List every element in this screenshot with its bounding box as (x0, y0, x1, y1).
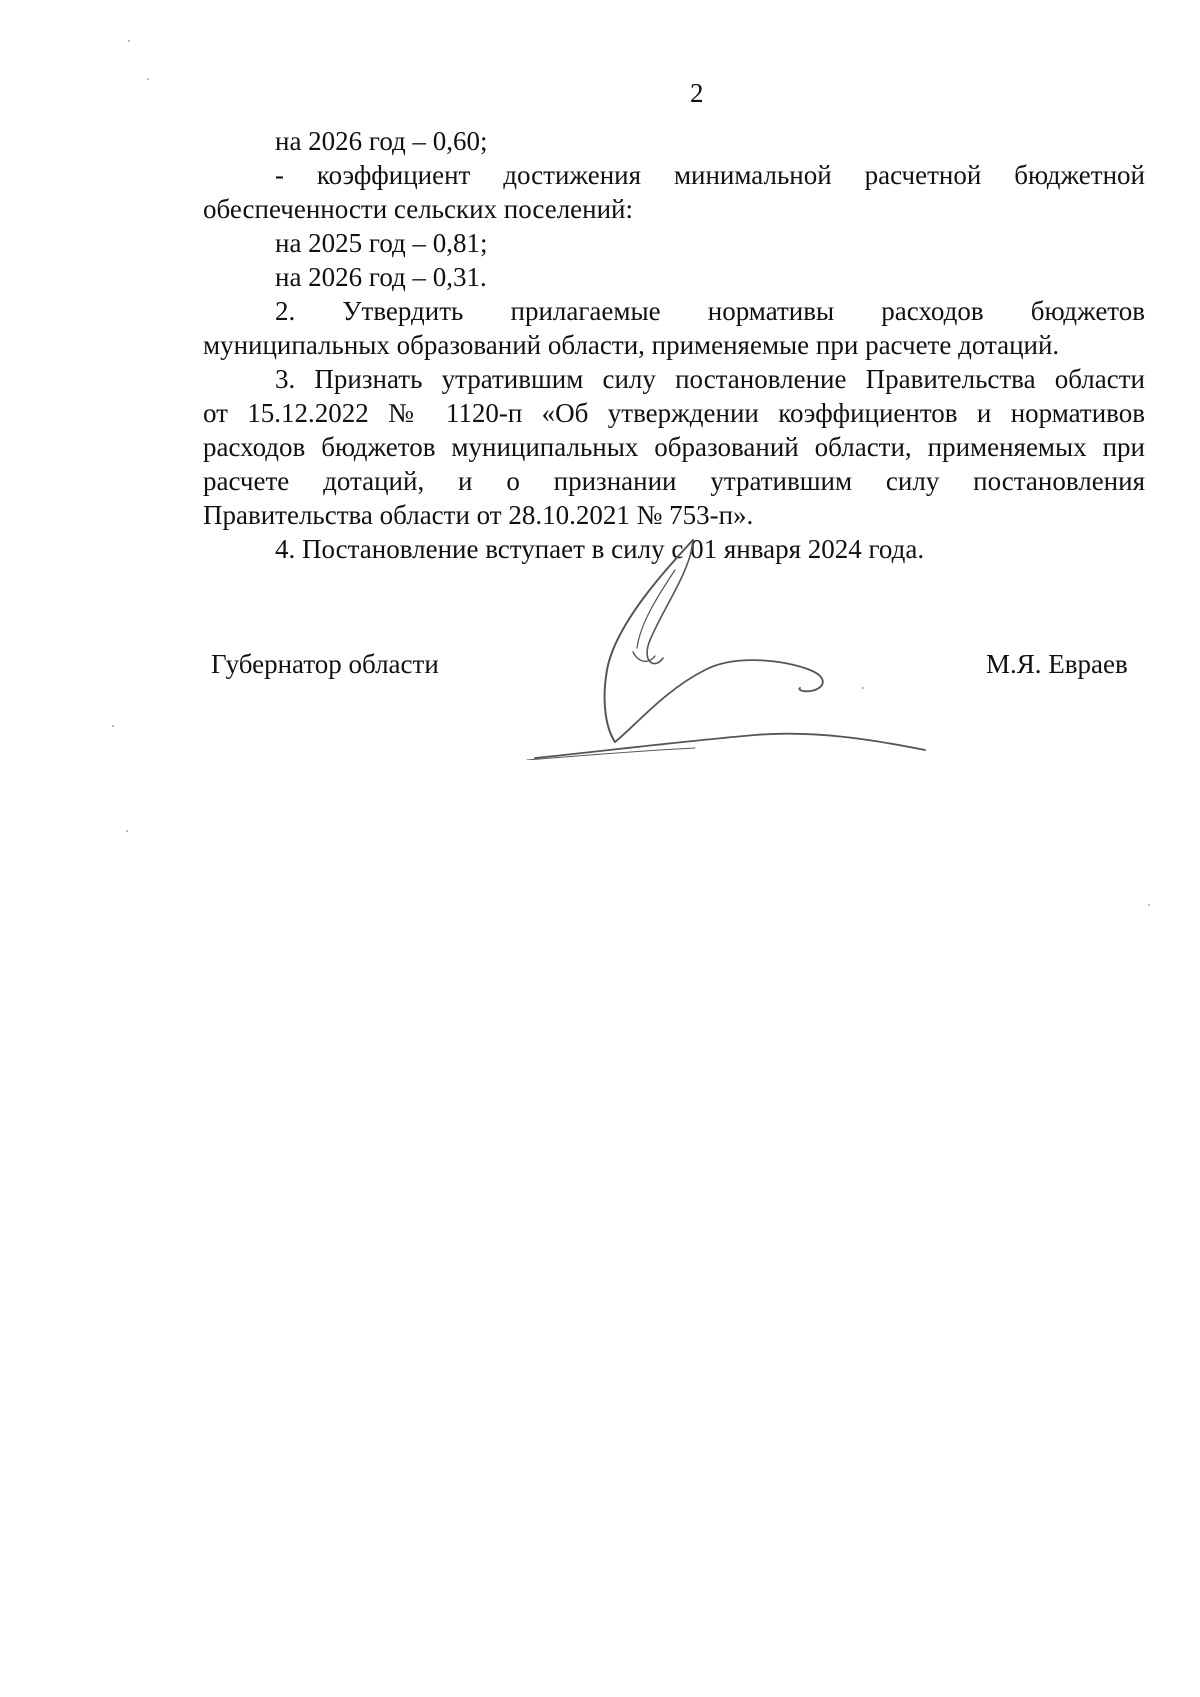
text-line: - коэффициент достижения минимальной расчетной бюджетной (275, 160, 1145, 190)
scan-speck (112, 725, 114, 727)
scan-speck (862, 687, 864, 689)
scan-speck (147, 78, 149, 80)
text-line: муниципальных образований области, применяемые при расчете дотаций. (203, 330, 1060, 360)
text-line: 2. Утвердить прилагаемые нормативы расходов бюджетов (275, 296, 1145, 326)
page-number: 2 (690, 78, 704, 108)
text-line: расчете дотаций, и о признании утратившим силу постановления (203, 466, 1145, 496)
text-line: на 2026 год – 0,31. (275, 262, 487, 292)
text-line: обеспеченности сельских поселений: (203, 194, 634, 224)
scan-speck (126, 830, 128, 832)
scan-speck (1148, 904, 1150, 906)
text-line: 3. Признать утратившим силу постановление Правительства области (275, 364, 1145, 394)
handwritten-signature (515, 530, 935, 760)
text-line: 4. Постановление вступает в силу с 01 января 2024 года. (275, 534, 925, 564)
text-line: на 2025 год – 0,81; (275, 228, 488, 258)
text-line: Правительства области от 28.10.2021 № 753-п». (203, 500, 754, 530)
signatory-name: М.Я. Евраев (986, 649, 1128, 679)
document-body (203, 124, 1145, 566)
text-line: расходов бюджетов муниципальных образований области, применяемых при (203, 432, 1145, 462)
text-line: от 15.12.2022 № 1120-п «Об утверждении коэффициентов и нормативов (203, 398, 1145, 428)
signatory-title: Губернатор области (211, 649, 439, 679)
scan-speck (128, 40, 130, 42)
text-line: на 2026 год – 0,60; (275, 126, 488, 156)
